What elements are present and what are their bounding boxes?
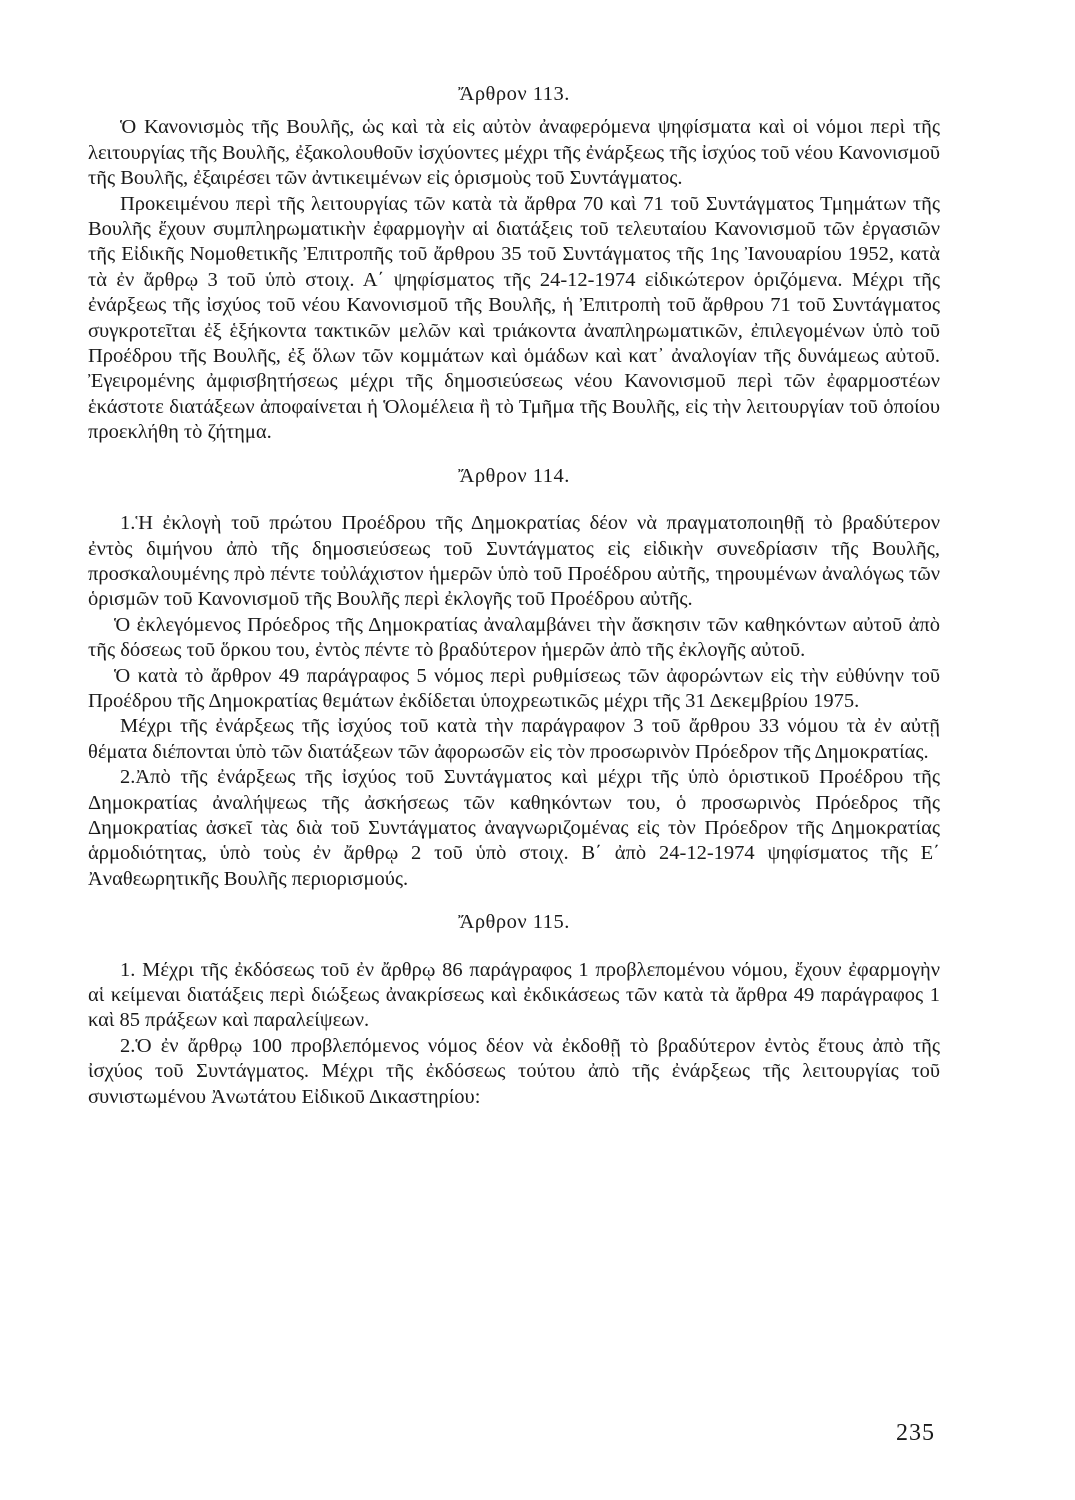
article-114-paragraph-4: Μέχρι τῆς ἐνάρξεως τῆς ἰσχύος τοῦ κατὰ τὴν παράγραφον 3 τοῦ ἄρθρου 33 νόμου τὰ ἐν αὐτῇ θέματα διέπονται ὑπὸ τῶν διατάξεων τῶν ἀφορωσῶν εἰς τὸν προσωρινὸν Πρόεδρον τῆς Δημοκρατίας. <box>88 715 940 763</box>
article-113-paragraph-1: Ὁ Κανονισμὸς τῆς Βουλῆς, ὡς καὶ τὰ εἰς αὐτὸν ἀναφερόμενα ψηφίσματα καὶ οἱ νόμοι περὶ τῆς λειτουργίας τῆς Βουλῆς, ἐξακολουθοῦν ἰσχύοντες μέχρι τῆς ἐνάρξεως τῆς ἰσχύος τοῦ νέου Κανονισμοῦ τῆς Βουλῆς, ἐξαιρέσει τῶν ἀντικειμένων εἰς ὁρισμοὺς τοῦ Συντάγματος. <box>88 116 940 190</box>
article-113-paragraph-2: Προκειμένου περὶ τῆς λειτουργίας τῶν κατὰ τὰ ἄρθρα 70 καὶ 71 τοῦ Συντάγματος Τμημάτων τῆς Βουλῆς ἔχουν συμπληρωματικὴν ἐφαρμογὴν αἱ διατάξεις τοῦ τελευταίου Κανονισμοῦ τῶν ἐργασιῶν τῆς Εἰδικῆς Νομοθετικῆς Ἐπιτροπῆς τοῦ ἄρθρου 35 τοῦ Συντάγματος τῆς 1ης Ἰανουαρίου 1952, κατὰ τὰ ἐν ἄρθρῳ 3 τοῦ ὑπὸ στοιχ. Α΄ ψηφίσματος τῆς 24-12-1974 εἰδικώτερον ὁριζόμενα. Μέχρι τῆς ἐνάρξεως τῆς ἰσχύος τοῦ νέου Κανονισμοῦ τῆς Βουλῆς, ἡ Ἐπιτροπὴ τοῦ ἄρθρου 71 τοῦ Συντάγματος συγκροτεῖται ἐξ ἑξήκοντα τακτικῶν μελῶν καὶ τριάκοντα ἀναπληρωματικῶν, ἐπιλεγομένων ὑπὸ τοῦ Προέδρου τῆς Βουλῆς, ἐξ ὅλων τῶν κομμάτων καὶ ὁμάδων καὶ κατ᾽ ἀναλογίαν τῆς δυνάμεως αὐτοῦ. Ἐγειρομένης ἀμφισβητήσεως μέχρι τῆς δημοσιεύσεως νέου Κανονισμοῦ περὶ τῶν ἐφαρμοστέων ἑκάστοτε διατάξεων ἀποφαίνεται ἡ Ὁλομέλεια ἢ τὸ Τμῆμα τῆς Βουλῆς, εἰς τὴν λειτουργίαν τοῦ ὁποίου προεκλήθη τὸ ζήτημα. <box>88 192 940 444</box>
article-114-paragraph-2: Ὁ ἐκλεγόμενος Πρόεδρος τῆς Δημοκρατίας ἀναλαμβάνει τὴν ἄσκησιν τῶν καθηκόντων αὐτοῦ ἀπὸ τῆς δόσεως τοῦ ὅρκου του, ἐντὸς πέντε τὸ βραδύτερον ἡμερῶν ἀπὸ τῆς ἐκλογῆς αὐτοῦ. <box>88 613 940 662</box>
article-115-paragraph-1: 1. Μέχρι τῆς ἐκδόσεως τοῦ ἐν ἄρθρῳ 86 παράγραφος 1 προβλεπομένου νόμου, ἔχουν ἐφαρμογὴν αἱ κείμεναι διατάξεις περὶ διώξεως ἀνακρίσεως καὶ ἐκδικάσεως τῶν κατὰ τὰ ἄρθρα 49 παράγραφος 1 καὶ 85 πράξεων καὶ παραλείψεων. <box>88 958 940 1032</box>
article-114-paragraph-1: 1.Ἡ ἐκλογὴ τοῦ πρώτου Προέδρου τῆς Δημοκρατίας δέον νὰ πραγματοποιηθῇ τὸ βραδύτερον ἐντὸς διμήνου ἀπὸ τῆς δημοσιεύσεως τοῦ Συντάγματος εἰς εἰδικὴν συνεδρίασιν τῆς Βουλῆς, προσκαλουμένης πρὸ πέντε τοὐλάχιστον ἡμερῶν ὑπὸ τοῦ Προέδρου αὐτῆς, τηρουμένων ἀναλόγως τῶν ὁρισμῶν τοῦ Κανονισμοῦ τῆς Βουλῆς περὶ ἐκλογῆς τοῦ Προέδρου αὐτῆς. <box>88 512 940 611</box>
article-114-paragraph-3: Ὁ κατὰ τὸ ἄρθρον 49 παράγραφος 5 νόμος περὶ ρυθμίσεως τῶν ἀφορώντων εἰς τὴν εὐθύνην τοῦ Προέδρου τῆς Δημοκρατίας θεμάτων ἐκδίδεται ὑποχρεωτικῶς μέχρι τῆς 31 Δεκεμβρίου 1975. <box>88 664 940 712</box>
page-number: 235 <box>896 1420 935 1446</box>
article-114-heading: Ἄρθρον 114. <box>458 464 570 487</box>
spacer <box>88 944 940 958</box>
article-114-paragraph-5: 2.Ἀπὸ τῆς ἐνάρξεως τῆς ἰσχύος τοῦ Συντάγματος καὶ μέχρι τῆς ὑπὸ ὁριστικοῦ Προέδρου τῆς Δημοκρατίας ἀναλήψεως τῆς ἀσκήσεως τῶν καθηκόντων του, ὁ προσωρινὸς Πρόεδρος τῆς Δημοκρατίας ἀσκεῖ τὰς διὰ τοῦ Συντάγματος ἀναγνωριζομένας εἰς τὸν Πρόεδρον τῆς Δημοκρατίας ἁρμοδιότητας, ὑπὸ τοὺς ἐν ἄρθρῳ 2 τοῦ ὑπὸ στοιχ. Β΄ ἀπὸ 24-12-1974 ψηφίσματος τῆς Ε΄ Ἀναθεωρητικῆς Βουλῆς περιορισμούς. <box>88 766 940 890</box>
article-115-paragraph-2: 2.Ὁ ἐν ἄρθρῳ 100 προβλεπόμενος νόμος δέον νὰ ἐκδοθῇ τὸ βραδύτερον ἐντὸς ἔτους ἀπὸ τῆς ἰσχύος τοῦ Συντάγματος. Μέχρι τῆς ἐκδόσεως τούτου ἀπὸ τῆς ἐνάρξεως τῆς λειτουργίας τοῦ συνιστωμένου Ἀνωτάτου Εἰδικοῦ Δικαστηρίου: <box>88 1034 940 1108</box>
article-115-heading: Ἄρθρον 115. <box>458 911 570 934</box>
spacer <box>88 497 940 511</box>
article-113-heading: Ἄρθρον 113. <box>458 83 570 105</box>
document-page <box>88 58 940 1110</box>
